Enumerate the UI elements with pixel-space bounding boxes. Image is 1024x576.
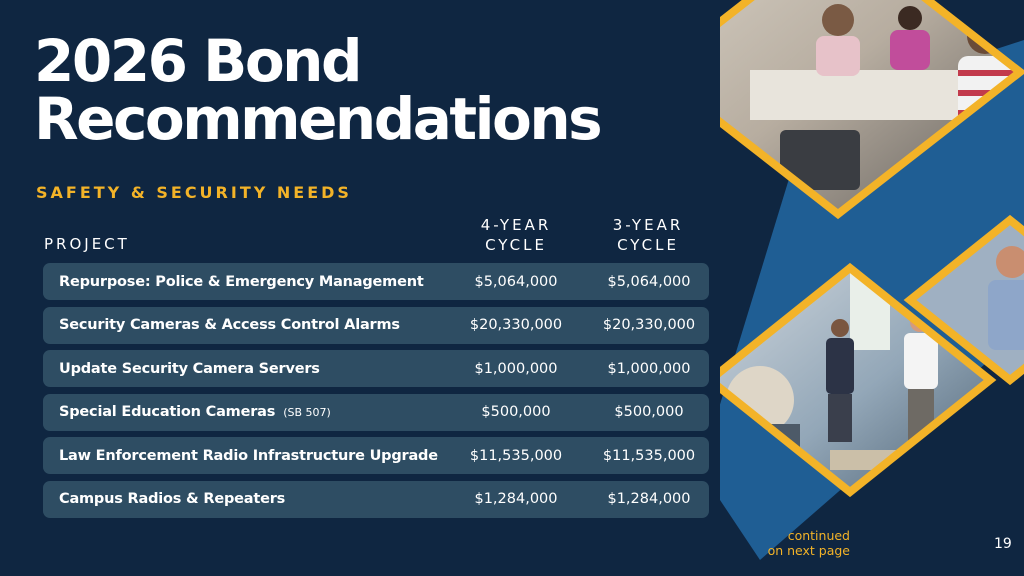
- continued-line-1: continued: [787, 528, 850, 543]
- section-subtitle: SAFETY & SECURITY NEEDS: [36, 183, 352, 202]
- three-year-cost: $11,535,000: [602, 447, 696, 464]
- four-year-cost: $11,535,000: [469, 447, 563, 464]
- project-note: (SB 507): [283, 406, 331, 419]
- four-year-header-line-1: 4-YEAR: [480, 216, 552, 234]
- three-year-cost: $1,000,000: [607, 360, 691, 377]
- four-year-cost: $500,000: [481, 404, 551, 420]
- table-row: [43, 437, 709, 474]
- title-line-1: 2026 Bond: [34, 27, 360, 95]
- continued-line-2: on next page: [767, 543, 850, 558]
- project-column-header: PROJECT: [44, 235, 130, 253]
- three-year-cycle-header: [598, 215, 698, 255]
- three-year-cost: $5,064,000: [607, 273, 691, 290]
- project-name: Security Cameras & Access Control Alarms: [59, 317, 400, 333]
- slide-title: [34, 27, 601, 153]
- project-name: Special Education Cameras (SB 507): [59, 404, 331, 420]
- table-row: [43, 481, 709, 518]
- project-name: Repurpose: Police & Emergency Management: [59, 273, 424, 290]
- project-table: [43, 263, 709, 524]
- three-year-header-line-2: CYCLE: [617, 236, 679, 254]
- project-name: Law Enforcement Radio Infrastructure Upgrade: [59, 447, 438, 464]
- table-row: [43, 263, 709, 300]
- four-year-cost: $20,330,000: [469, 317, 563, 333]
- four-year-cost: $5,064,000: [474, 273, 558, 290]
- four-year-cost: $1,000,000: [474, 360, 558, 377]
- three-year-header-line-1: 3-YEAR: [612, 216, 684, 234]
- page-number: 19: [994, 536, 1012, 552]
- title-line-2: Recommendations: [34, 85, 601, 153]
- project-name: Update Security Camera Servers: [59, 360, 320, 377]
- photo-collage: [720, 0, 1024, 576]
- four-year-cycle-header: [466, 215, 566, 255]
- project-name: Campus Radios & Repeaters: [59, 491, 286, 507]
- three-year-cost: $500,000: [614, 404, 684, 420]
- table-row: [43, 350, 709, 387]
- table-row: [43, 307, 709, 344]
- three-year-cost: $20,330,000: [602, 317, 696, 333]
- three-year-cost: $1,284,000: [607, 491, 691, 507]
- table-row: [43, 394, 709, 431]
- four-year-header-line-2: CYCLE: [485, 236, 547, 254]
- four-year-cost: $1,284,000: [474, 491, 558, 507]
- continued-note: [740, 528, 850, 558]
